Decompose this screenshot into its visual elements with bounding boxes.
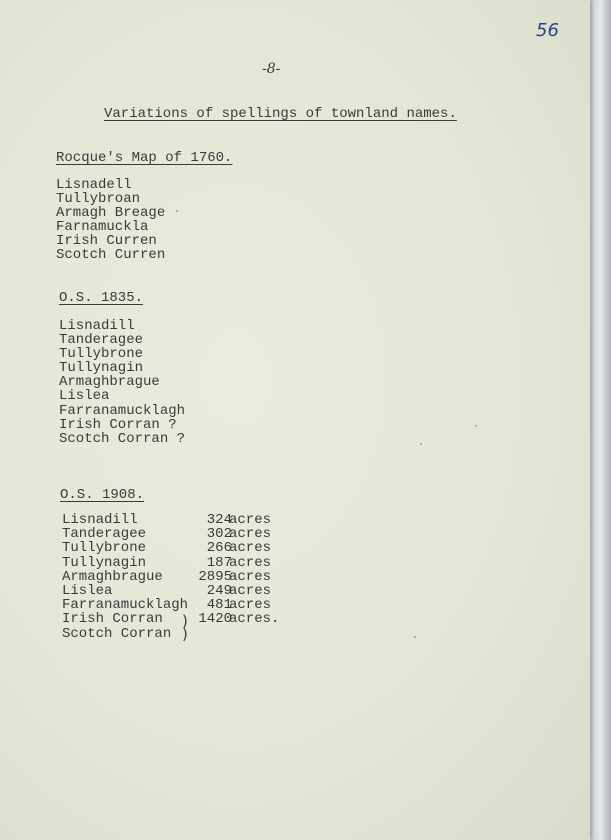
acreage-value: 1420 [198, 611, 232, 628]
list-item: Lisnadill [59, 318, 135, 334]
handwritten-page-number: 56 [536, 20, 559, 41]
acreage-unit: acres [229, 526, 272, 543]
townland-name: Armaghbrague [62, 568, 163, 585]
section-heading-rocque: Rocque's Map of 1760. [56, 150, 233, 166]
townland-name: Tullybrone [62, 540, 147, 557]
paper-speck [420, 443, 422, 445]
acreage-value: 266 [206, 540, 232, 557]
rocque-name-list [56, 178, 165, 263]
paper-speck [414, 636, 416, 638]
acreage-unit: acres [229, 554, 272, 571]
townland-name: Irish Corran [62, 611, 163, 628]
acreage-value: 481 [206, 597, 232, 614]
townland-name: Lislea [62, 582, 113, 599]
list-item: Farranamucklagh [59, 402, 186, 419]
acreage-unit: acres [229, 512, 272, 528]
list-item: Lislea [59, 388, 110, 405]
list-item: Tullybroan [56, 191, 141, 208]
section-heading-os-1908: O.S. 1908. [60, 487, 145, 503]
acreage-value: 2895 [198, 568, 232, 585]
townland-name: Scotch Corran [62, 625, 172, 642]
townland-name: Tullynagin [62, 554, 147, 571]
acreage-value: 302 [206, 526, 232, 543]
acreage-value: 249 [206, 582, 232, 599]
list-item: Tullynagin [59, 360, 144, 377]
section-heading-os-1835: O.S. 1835. [59, 290, 144, 306]
acreage-unit: acres [229, 597, 272, 614]
brace-top-mark: ) [182, 612, 188, 630]
list-item: Armaghbrague [59, 374, 160, 391]
list-item: Irish Curren [56, 233, 157, 250]
list-item: Irish Corran ? [59, 416, 177, 433]
typed-page-number: -8- [262, 61, 281, 77]
townland-name: Farranamucklagh [62, 597, 189, 614]
acreage-value: 324 [206, 512, 232, 528]
townland-name: Tanderagee [62, 526, 147, 543]
list-item: Armagh Breage [56, 205, 166, 222]
acreage-unit: acres [229, 540, 272, 557]
acreage-unit: acres [229, 582, 272, 599]
acreage-unit: acres [229, 568, 272, 585]
acreage-value: 187 [206, 554, 232, 571]
list-item: Scotch Curren [56, 247, 166, 264]
os-1835-name-list [59, 319, 185, 446]
acreage-unit: acres. [229, 611, 280, 628]
townland-name: Lisnadill [62, 512, 138, 528]
paper-speck [176, 210, 178, 212]
list-item: Tullybrone [59, 346, 144, 363]
background-page-edge [588, 0, 611, 840]
document-title: Variations of spellings of townland names. [104, 106, 457, 122]
brace-bottom-mark: ) [182, 625, 188, 643]
list-item: Scotch Corran ? [59, 430, 186, 447]
paper-speck [475, 425, 477, 427]
list-item: Farnamuckla [56, 219, 149, 236]
list-item: Tanderagee [59, 332, 144, 349]
list-item: Lisnadell [56, 177, 132, 193]
